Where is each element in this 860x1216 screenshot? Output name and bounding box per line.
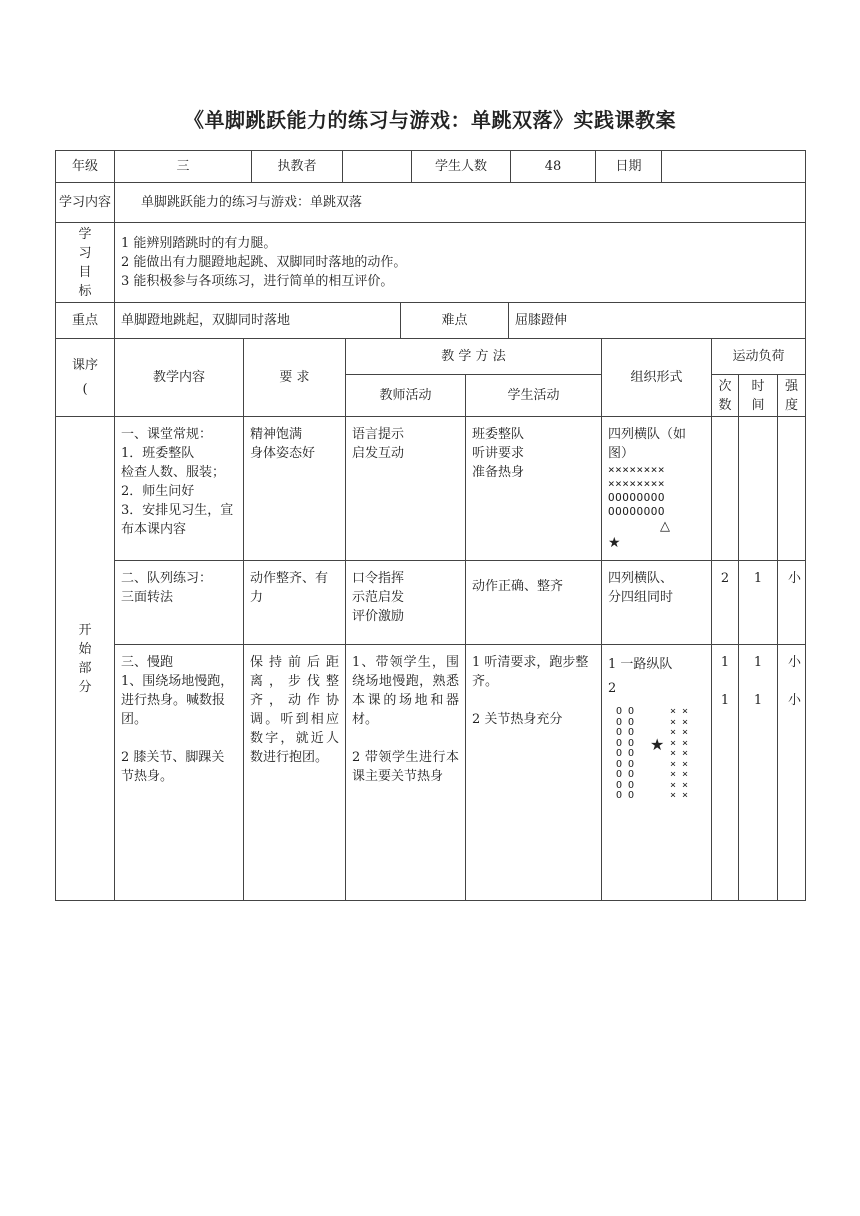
col-student: 学生活动: [466, 375, 602, 417]
row1-organization-text: 四列横队（如图）: [608, 427, 687, 461]
formation-grid: ×××××××× ×××××××× OOOOOOOO OOOOOOOO: [608, 463, 665, 518]
date-label: 日期: [596, 151, 662, 183]
row1-times: [712, 417, 739, 561]
col-times: 次 数: [712, 375, 739, 417]
col-intensity: 强 度: [778, 375, 806, 417]
teacher-triangle-icon: △: [660, 519, 670, 534]
section-label: [56, 417, 115, 901]
teacher-value: [343, 151, 412, 183]
row2-requirement: 动作整齐、有力: [244, 561, 346, 645]
objectives-list: [115, 223, 806, 303]
objective-item: 2 能做出有力腿蹬地起跳、双脚同时落地的动作。: [121, 255, 407, 270]
section-char: 始: [78, 641, 92, 657]
objective-item: 3 能积极参与各项练习，进行简单的相互评价。: [121, 274, 394, 289]
date-value: [662, 151, 806, 183]
teacher-label: 执教者: [252, 151, 343, 183]
row1-student: 班委整队 听讲要求 准备热身: [466, 417, 602, 561]
star-icon: ★: [650, 735, 665, 754]
objectives-label: [56, 223, 115, 303]
grade-value: 三: [115, 151, 252, 183]
students-value: 48: [511, 151, 596, 183]
col-method: 教 学 方 法: [346, 339, 602, 375]
row1-content: 一、课堂常规： 1．班委整队 检查人数、服装； 2．师生问好 3．安排见习生，宣布本课内容: [115, 417, 244, 561]
col-content: 教学内容: [115, 339, 244, 417]
col-order: 课序 (: [56, 339, 115, 417]
objective-item: 1 能辨别踏跳时的有力腿。: [121, 236, 277, 251]
row3-student: 1 听清要求，跑步整齐。 2 关节热身充分: [466, 645, 602, 901]
star-icon: ★: [608, 535, 621, 551]
objectives-label-char: 学: [78, 226, 92, 242]
key-table: [55, 302, 806, 339]
difficulty-value: 屈膝蹬伸: [509, 303, 806, 339]
objectives-label-char: 目: [78, 264, 92, 280]
col-requirement: 要 求: [244, 339, 346, 417]
row2-student: 动作正确、整齐: [466, 561, 602, 645]
row3-teacher: 1、带领学生，围绕场地慢跑，熟悉本课的场地和器材。 2 带领学生进行本课主要关节热身: [346, 645, 466, 901]
row1-intensity: [778, 417, 806, 561]
key-label: 重点: [56, 303, 115, 339]
grade-label: 年级: [56, 151, 115, 183]
section-char: 部: [78, 660, 92, 676]
objectives-label-char: 标: [78, 283, 92, 299]
cross-column: × × × × × × × × × × × × × × × × × ×: [670, 706, 689, 801]
row2-duration: 1: [739, 561, 778, 645]
lesson-table: [55, 338, 806, 901]
section-char: 开: [78, 622, 92, 638]
row3-organization: [602, 645, 712, 901]
row3-organization-text: 1 一路纵队 2: [608, 657, 673, 696]
row2-intensity: 小: [778, 561, 806, 645]
column-diagram: [608, 707, 708, 803]
row3-requirement: 保持前后距离，步伐整齐，动作协调。听到相应数字，就近人数进行抱团。: [244, 645, 346, 901]
row2-organization: 四列横队、 分四组同时: [602, 561, 712, 645]
students-label: 学生人数: [412, 151, 511, 183]
objectives-label-char: 习: [78, 245, 92, 261]
row3-duration: 1 1: [739, 645, 778, 901]
key-value: 单脚蹬地跳起，双脚同时落地: [115, 303, 401, 339]
col-teacher: 教师活动: [346, 375, 466, 417]
row2-content: 二、队列练习： 三面转法: [115, 561, 244, 645]
row1-duration: [739, 417, 778, 561]
difficulty-label: 难点: [401, 303, 509, 339]
row1-organization: [602, 417, 712, 561]
col-organization: 组织形式: [602, 339, 712, 417]
content-label: 学习内容: [56, 183, 115, 223]
info-table: [55, 150, 806, 303]
row2-times: 2: [712, 561, 739, 645]
content-value: 单脚跳跃能力的练习与游戏：单跳双落: [115, 183, 806, 223]
row2-teacher: 口令指挥 示范启发 评价激励: [346, 561, 466, 645]
row3-content: 三、慢跑 1、围绕场地慢跑，进行热身。喊数报团。 2 膝关节、脚踝关节热身。: [115, 645, 244, 901]
row3-times: 1 1: [712, 645, 739, 901]
col-duration: 时 间: [739, 375, 778, 417]
col-load: 运动负荷: [712, 339, 806, 375]
page-title: 《单脚跳跃能力的练习与游戏：单跳双落》实践课教案: [184, 108, 676, 132]
section-char: 分: [78, 679, 92, 695]
row1-teacher: 语言提示 启发互动: [346, 417, 466, 561]
circle-column: O O O O O O O O O O O O O O O O O O: [616, 706, 635, 801]
row1-requirement: 精神饱满 身体姿态好: [244, 417, 346, 561]
row3-intensity: 小 小: [778, 645, 806, 901]
